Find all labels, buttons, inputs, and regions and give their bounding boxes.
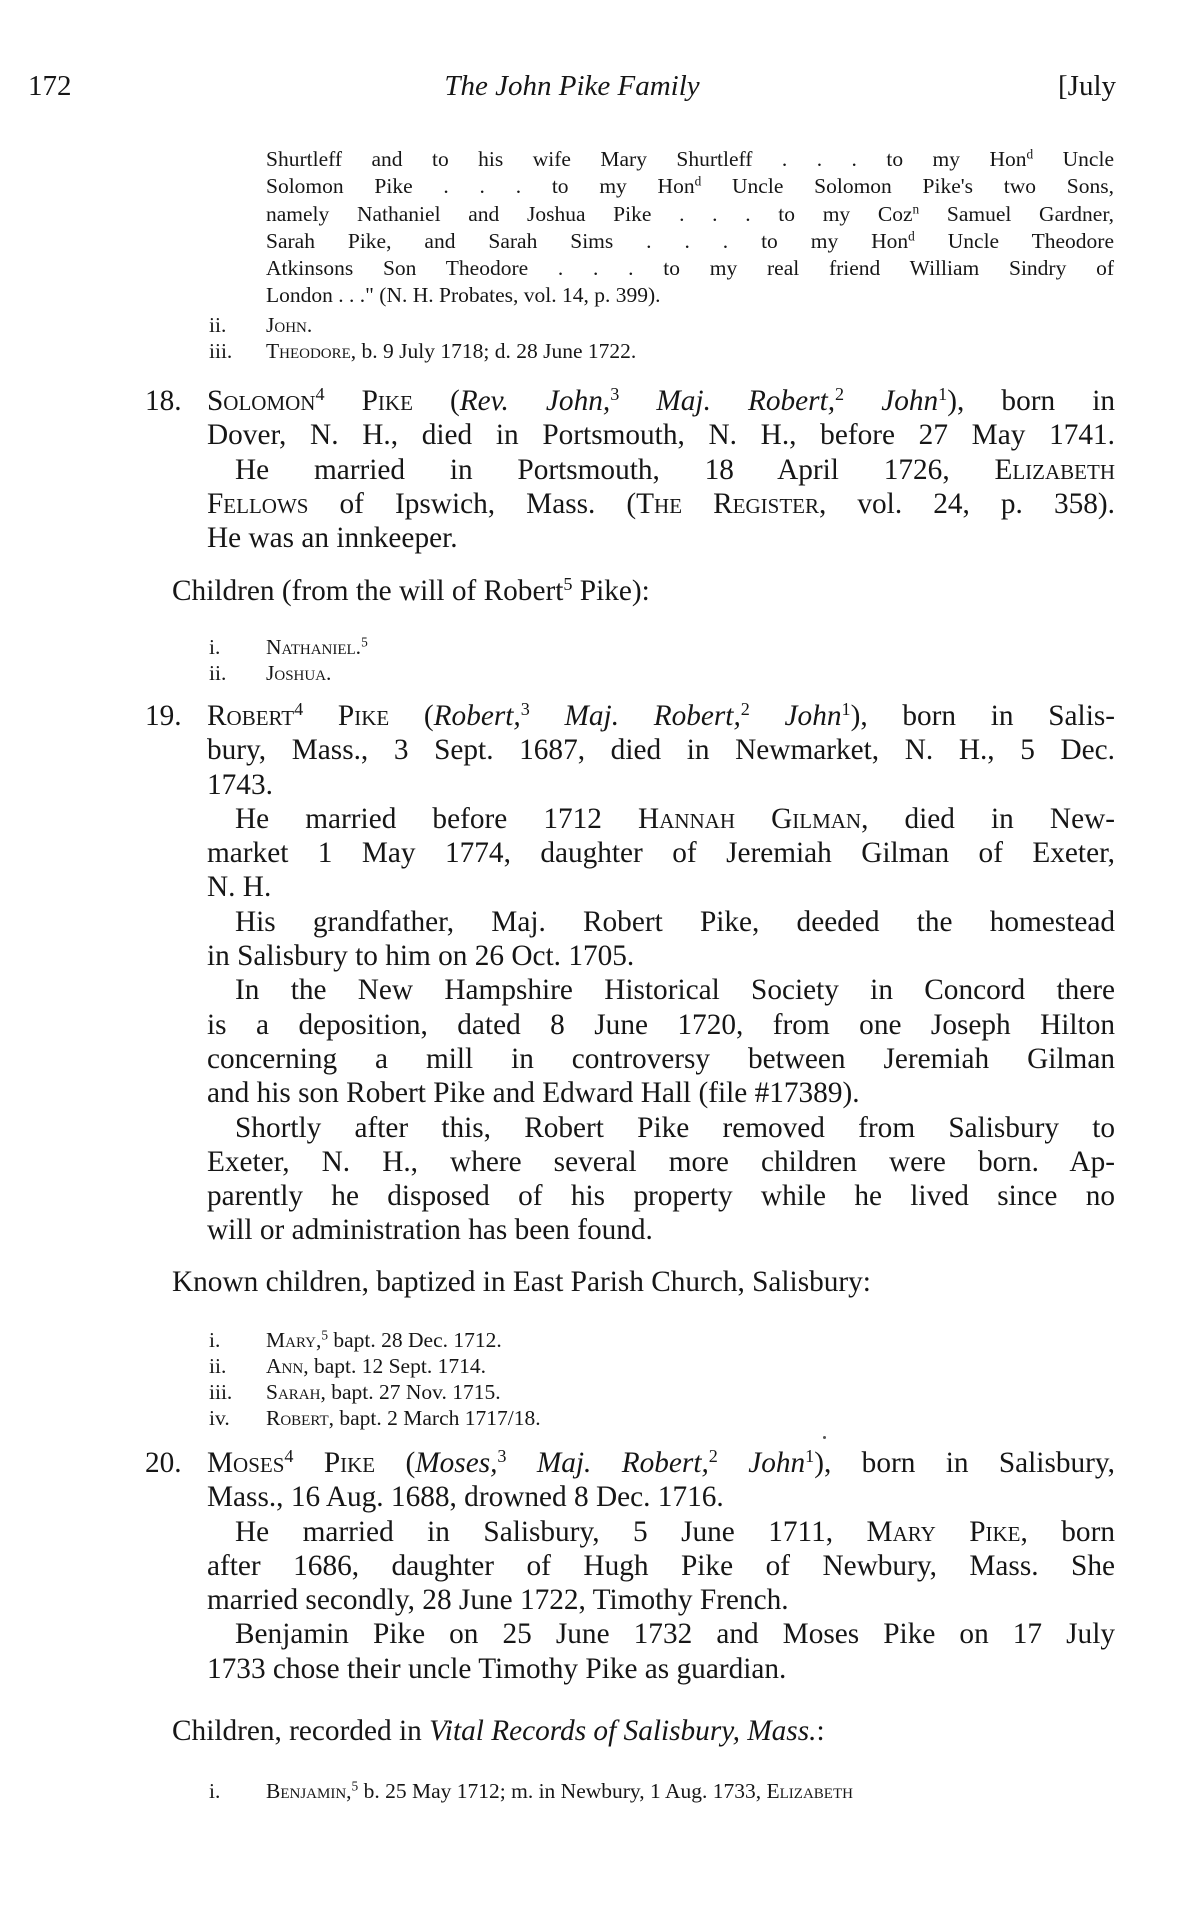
quote-line: Shurtleff and to his wife Mary Shurtleff . . . to my Hon$^d$ Uncle: [266, 146, 1114, 171]
entry-line: Solomon$^4$ Pike (Rev. John,$^3$ Maj. Robert,$^2$ John$^1$), born in: [207, 384, 1115, 417]
entry-line: after 1686, daughter of Hugh Pike of Newbury, Mass. She: [207, 1549, 1115, 1582]
entry-line: He married in Salisbury, 5 June 1711, Mary Pike, born: [235, 1515, 1115, 1548]
entry-number: 19.: [145, 700, 182, 732]
quote-line: Atkinsons Son Theodore . . . to my real friend William Sindry of: [266, 256, 1114, 281]
child-name: Mary,: [266, 1328, 322, 1352]
entry-line: N. H.: [207, 871, 272, 904]
child-name: Theodore: [266, 339, 351, 363]
entry17-children: [209, 312, 637, 364]
child-item: ii. Joshua.: [209, 661, 332, 685]
entry-line: Moses$^4$ Pike (Moses,$^3$ Maj. Robert,$^2$ John$^1$), born in Salisbury,: [207, 1446, 1115, 1479]
child-number: i.: [209, 1779, 221, 1803]
entry-line: In the New Hampshire Historical Society in Concord there: [235, 974, 1115, 1007]
entry-number: 20.: [145, 1447, 182, 1479]
page-number: 172: [28, 70, 72, 102]
entry-line: Mass., 16 Aug. 1688, drowned 8 Dec. 1716.: [207, 1481, 724, 1514]
entry20-children: [209, 1778, 853, 1804]
child-number: ii.: [209, 1354, 227, 1378]
child-item: i. Benjamin,$^5$ b. 25 May 1712; m. in Newbury, 1 Aug. 1733, Elizabeth: [209, 1778, 853, 1803]
entry-line: in Salisbury to him on 26 Oct. 1705.: [207, 940, 635, 973]
child-item: i. Nathaniel.$^5$: [209, 634, 368, 659]
child-number: iii.: [209, 339, 233, 363]
entry-line: parently he disposed of his property while he lived since no: [207, 1180, 1115, 1213]
entry-line: He married in Portsmouth, 18 April 1726, Elizabeth: [235, 453, 1115, 486]
child-item: iii. Sarah, bapt. 27 Nov. 1715.: [209, 1380, 501, 1404]
entry-line: bury, Mass., 3 Sept. 1687, died in Newmarket, N. H., 5 Dec.: [207, 734, 1115, 767]
child-name: Joshua: [266, 661, 327, 685]
children-heading: Known children, baptized in East Parish Church, Salisbury:: [172, 1266, 871, 1298]
person-name: Moses: [207, 1447, 285, 1479]
quote-line: London . . ." (N. H. Probates, vol. 14, p. 399).: [266, 283, 661, 308]
entry-19: [145, 699, 1115, 1248]
print-speck: [823, 1436, 826, 1439]
child-number: iii.: [209, 1380, 233, 1404]
person-name: Robert: [207, 700, 295, 732]
entry-line: 1733 chose their uncle Timothy Pike as guardian.: [207, 1652, 787, 1685]
child-item: iv. Robert, bapt. 2 March 1717/18.: [209, 1406, 541, 1430]
entry-line: He was an innkeeper.: [207, 522, 458, 555]
quote-line: Sarah Pike, and Sarah Sims . . . to my Hon$^d$ Uncle Theodore: [266, 228, 1114, 253]
child-number: i.: [209, 1328, 221, 1352]
child-item: i. Mary,$^5$ bapt. 28 Dec. 1712.: [209, 1327, 502, 1352]
entry-line: He married before 1712 Hannah Gilman, died in New-: [235, 802, 1115, 835]
child-number: iv.: [209, 1406, 230, 1430]
entry-number: 18.: [145, 385, 182, 417]
running-title: The John Pike Family: [444, 70, 700, 102]
entry19-children: [209, 1327, 541, 1431]
person-name: Solomon: [207, 385, 316, 417]
child-name: John: [266, 313, 307, 337]
child-number: ii.: [209, 313, 227, 337]
running-month: [July: [1058, 70, 1116, 102]
entry-line: market 1 May 1774, daughter of Jeremiah Gilman of Exeter,: [207, 837, 1115, 870]
quote-line: namely Nathaniel and Joshua Pike . . . to my Coz$^n$ Samuel Gardner,: [266, 201, 1115, 226]
child-number: i.: [209, 635, 221, 659]
entry-line: His grandfather, Maj. Robert Pike, deeded the homestead: [235, 905, 1115, 938]
entry-line: Shortly after this, Robert Pike removed from Salisbury to: [235, 1111, 1115, 1144]
children-heading: Children, recorded in Vital Records of Salisbury, Mass.:: [172, 1715, 825, 1747]
entry-line: and his son Robert Pike and Edward Hall (file #17389).: [207, 1077, 860, 1110]
entry-line: concerning a mill in controversy between Jeremiah Gilman: [207, 1042, 1115, 1075]
entry-line: Exeter, N. H., where several more children were born. Ap-: [207, 1145, 1115, 1178]
entry18-children: [209, 634, 368, 686]
running-head: [28, 70, 1116, 110]
child-item: ii. John.: [209, 313, 313, 337]
entry-line: Benjamin Pike on 25 June 1732 and Moses Pike on 17 July: [235, 1618, 1115, 1651]
child-name: Ann: [266, 1354, 304, 1378]
entry-line: is a deposition, dated 8 June 1720, from one Joseph Hilton: [207, 1008, 1115, 1041]
entry-line: Dover, N. H., died in Portsmouth, N. H., before 27 May 1741.: [207, 419, 1115, 452]
child-name: Robert: [266, 1406, 329, 1430]
entry-line: will or administration has been found.: [207, 1214, 653, 1247]
will-quote: [266, 146, 1114, 310]
child-name: Benjamin,: [266, 1779, 352, 1803]
child-name: Sarah: [266, 1380, 321, 1404]
entry-line: 1743.: [207, 768, 273, 801]
children-heading: Children (from the will of Robert$^5$ Pike):: [172, 574, 650, 607]
child-number: ii.: [209, 661, 227, 685]
entry-18: [145, 384, 1115, 555]
child-item: iii. Theodore, b. 9 July 1718; d. 28 June 1722.: [209, 339, 637, 363]
child-item: ii. Ann, bapt. 12 Sept. 1714.: [209, 1354, 486, 1378]
entry-line: Robert$^4$ Pike (Robert,$^3$ Maj. Robert,$^2$ John$^1$), born in Salis-: [207, 699, 1115, 732]
entry-line: married secondly, 28 June 1722, Timothy French.: [207, 1584, 789, 1617]
quote-line: Solomon Pike . . . to my Hon$^d$ Uncle Solomon Pike's two Sons,: [266, 173, 1114, 199]
entry-line: Fellows of Ipswich, Mass. (The Register, vol. 24, p. 358).: [207, 487, 1115, 520]
entry-20: [145, 1446, 1115, 1686]
child-name: Nathaniel.: [266, 635, 362, 659]
